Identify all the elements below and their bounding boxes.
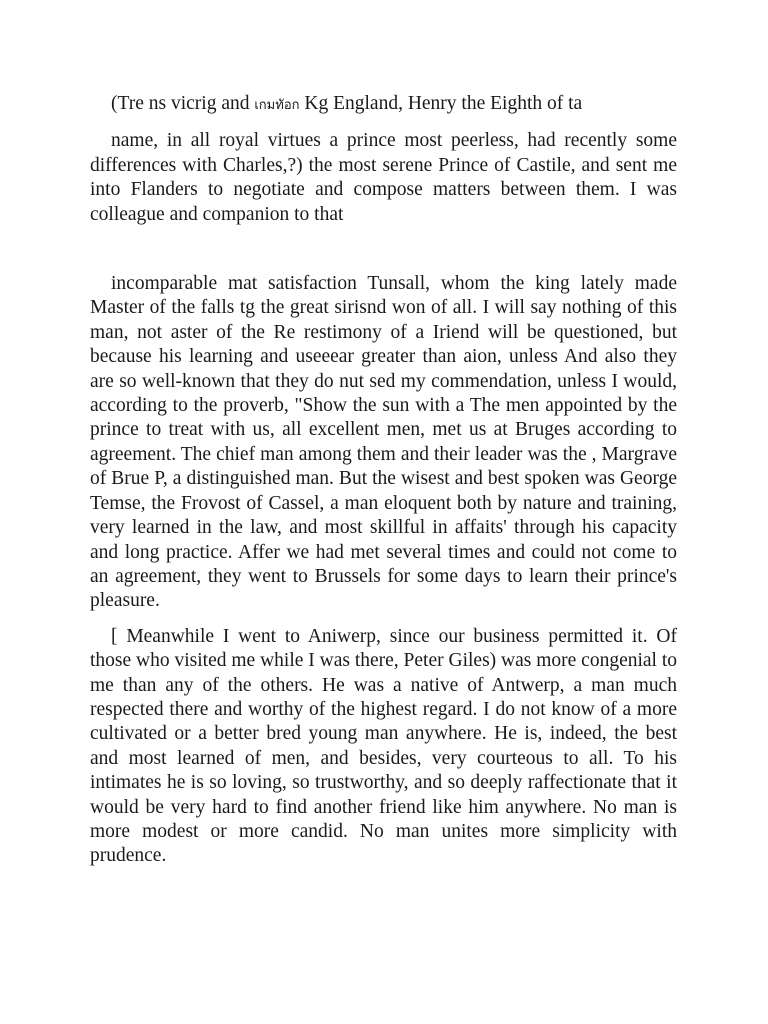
- heading-line-part-2: Kg England, Henry the Eighth of ta: [299, 93, 583, 114]
- text-body: [90, 92, 677, 869]
- heading-line: [90, 92, 677, 118]
- paragraph-3: [ Meanwhile I went to Aniwerp, since our business permitted it. Of those who visited me while I was there, Peter Giles) was more congenial to me than any of the others. He was a native of Antwerp, a man much respected there and worthy of the highest regard. I do not know of a more cultivated or a better bred young man anywhere. He is, indeed, the best and most learned of men, and besides, very courteous to all. To his intimates he is so loving, so trustworthy, and so deeply raffectionate that it would be very hard to find another friend like him anywhere. No man is more modest or more candid. No man unites more simplicity with prudence.: [90, 625, 678, 867]
- heading-line-thai-text: เกมทัอก: [254, 98, 300, 113]
- heading-line-part-1: (Tre ns vicrig and: [111, 93, 255, 114]
- paragraph-1: name, in all royal virtues a prince most peerless, had recently some differences with Charles,?) the most serene Prince of Castile, and sent me into Flanders to negotiate and compose matters between them. I was colleague and companion to that: [90, 130, 677, 225]
- paragraph-2: incomparable mat satisfaction Tunsall, whom the king lately made Master of the falls tg the great sirisnd won of all. I will say nothing of this man, not aster of the Re restimony of a Iriend will be questioned, but because his learning and useeear greater than aion, unless And also they are so well-known that they do nut sed my commendation, unless I would, according to the proverb, "Show the sun with a The men appointed by the prince to treat with us, all excellent men, met us at Bruges according to agreement. The chief man among them and their leader was the , Margrave of Brue P, a distinguished man. But the wisest and best spoken was George Temse, the Frovost of Cassel, a man eloquent both by nature and training, very learned in the law, and most skillful in affaits' through his capacity and long practice. Affer we had met several times and could not come to an agreement, they went to Brussels for some days to learn their prince's pleasure.: [90, 273, 677, 612]
